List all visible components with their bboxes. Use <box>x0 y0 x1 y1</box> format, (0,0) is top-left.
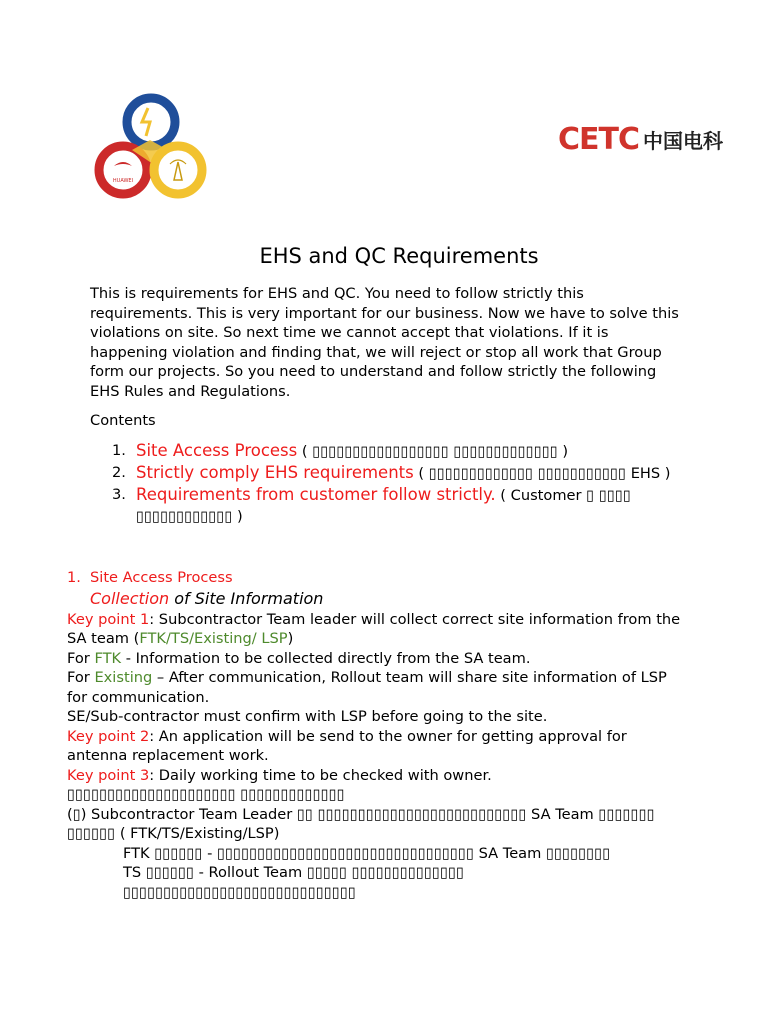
section-number: 1. <box>67 569 81 586</box>
page-title: EHS and QC Requirements <box>259 244 539 268</box>
se-confirm-line: SE/Sub-contractor must confirm with LSP before going to the site. <box>67 708 548 725</box>
cetc-latin-text: CETC <box>558 122 639 157</box>
thai-line-4: TS ▯▯▯▯▯▯ - Rollout Team ▯▯▯▯▯ ▯▯▯▯▯▯▯▯▯▯▯▯▯▯ ▯▯▯▯▯▯▯▯▯▯▯▯▯▯▯▯▯▯▯▯▯▯▯▯▯▯▯▯▯ <box>123 864 465 901</box>
subsection-red-word: Collection <box>90 588 170 608</box>
toc-number: 1. <box>112 442 126 459</box>
paren-close: ) <box>287 630 294 647</box>
toc-item-2 <box>112 462 672 484</box>
toc-thai-text: ( ▯▯▯▯▯▯▯▯▯▯▯▯▯ ▯▯▯▯▯▯▯▯▯▯▯ EHS ) <box>413 465 671 482</box>
toc-number: 2. <box>112 464 126 481</box>
toc-item-1 <box>112 440 672 462</box>
ftk-word: FTK <box>94 649 122 667</box>
huawei-wordmark: HUAWEI <box>112 178 134 184</box>
thai-line-1: ▯▯▯▯▯▯▯▯▯▯▯▯▯▯▯▯▯▯▯▯▯ ▯▯▯▯▯▯▯▯▯▯▯▯▯ <box>67 786 345 803</box>
cetc-chinese-text: 中国电科 <box>643 129 723 153</box>
huawei-ring-logo <box>90 90 210 205</box>
key-point-1 <box>67 610 687 649</box>
toc-thai-text: ( Customer ▯ ▯▯▯▯ ▯▯▯▯▯▯▯▯▯▯▯▯ ) <box>136 487 631 525</box>
existing-line <box>67 668 687 707</box>
for-label: For <box>67 649 95 667</box>
existing-word: Existing <box>94 669 153 686</box>
subsection-heading <box>90 588 687 610</box>
existing-text: – After communication, Rollout team will share site information of LSP for communication. <box>67 669 667 706</box>
section-site-access <box>67 568 687 902</box>
key-point-label: Key point 3 <box>67 766 150 784</box>
subsection-rest: of Site Information <box>169 588 324 608</box>
key-point-3 <box>67 766 687 786</box>
toc-item-3 <box>112 484 672 527</box>
toc-thai-text: ( ▯▯▯▯▯▯▯▯▯▯▯▯▯▯▯▯▯ ▯▯▯▯▯▯▯▯▯▯▯▯▯ ) <box>297 443 569 460</box>
ftk-text: - Information to be collected directly from the SA team. <box>121 649 531 667</box>
site-types: FTK/TS/Existing/ LSP <box>139 630 288 647</box>
table-of-contents <box>112 440 672 527</box>
toc-number: 3. <box>112 486 126 503</box>
toc-title: Strictly comply EHS requirements <box>136 463 414 482</box>
key-point-label: Key point 2 <box>67 727 150 745</box>
key-point-label: Key point 1 <box>67 610 150 628</box>
for-label: For <box>67 669 95 686</box>
toc-title: Requirements from customer follow strictly. <box>136 485 496 504</box>
ftk-line <box>67 649 687 669</box>
contents-label: Contents <box>90 412 156 429</box>
key-point-text: : An application will be send to the owner for getting approval for antenna replacement work. <box>67 727 627 764</box>
section-title: Site Access Process <box>90 569 233 586</box>
key-point-text: : Subcontractor Team leader will collect correct site information from the SA team ( <box>67 610 681 647</box>
key-point-2 <box>67 727 687 766</box>
key-point-text: : Daily working time to be checked with owner. <box>149 766 492 784</box>
cetc-logo <box>558 122 723 157</box>
thai-line-3: FTK ▯▯▯▯▯▯ - ▯▯▯▯▯▯▯▯▯▯▯▯▯▯▯▯▯▯▯▯▯▯▯▯▯▯▯▯▯▯▯▯ SA Team ▯▯▯▯▯▯▯▯ <box>123 844 611 862</box>
section-heading <box>67 568 687 588</box>
intro-paragraph: This is requirements for EHS and QC. You need to follow strictly this requirements. This is very important for our business. Now we have to solve this violations on site. So next time we cannot accept that violations. If it is happening violation and finding that, we will reject or stop all work that Group form our projects. So you need to understand and follow strictly the following EHS Rules and Regulations. <box>90 285 679 400</box>
thai-line-2: (▯) Subcontractor Team Leader ▯▯ ▯▯▯▯▯▯▯▯▯▯▯▯▯▯▯▯▯▯▯▯▯▯▯▯▯▯ SA Team ▯▯▯▯▯▯▯ ▯▯▯▯▯▯ ( FTK/TS/Existing/LSP) <box>67 805 655 842</box>
toc-title: Site Access Process <box>136 441 298 460</box>
